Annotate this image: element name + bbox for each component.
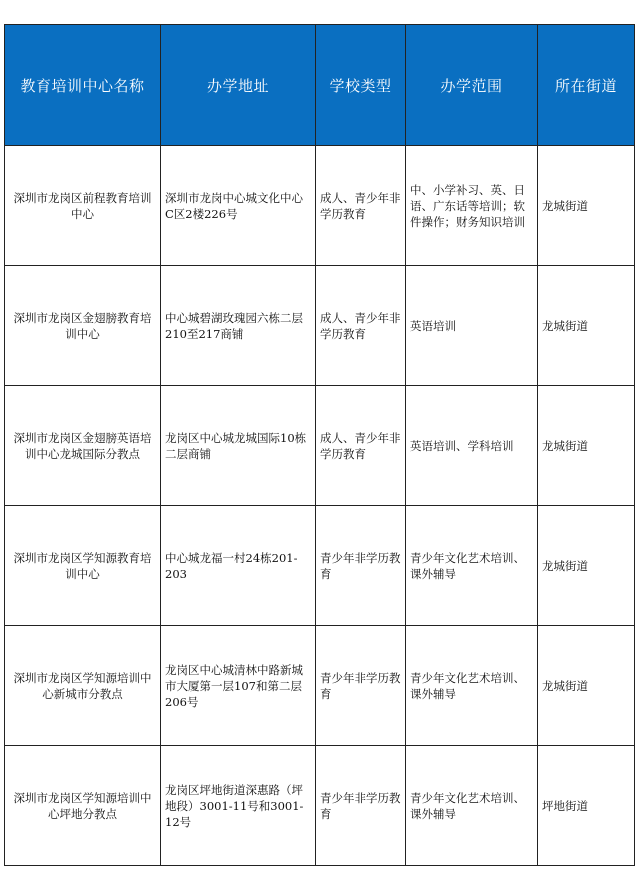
training-center-table	[4, 24, 635, 866]
cell-center-name: 深圳市龙岗区学知源教育培训中心	[5, 506, 161, 626]
cell-address: 中心城碧湖玫瑰园六栋二层210至217商铺	[161, 266, 316, 386]
cell-scope: 青少年文化艺术培训、课外辅导	[406, 506, 538, 626]
table-header-row	[5, 25, 635, 146]
cell-school-type: 成人、青少年非学历教育	[316, 146, 406, 266]
cell-scope: 青少年文化艺术培训、课外辅导	[406, 626, 538, 746]
cell-scope: 英语培训	[406, 266, 538, 386]
table-row	[5, 386, 635, 506]
cell-address: 龙岗区中心城清林中路新城市大厦第一层107和第二层206号	[161, 626, 316, 746]
cell-address: 龙岗区坪地街道深惠路（坪地段）3001-11号和3001-12号	[161, 746, 316, 866]
table-row	[5, 626, 635, 746]
cell-school-type: 成人、青少年非学历教育	[316, 386, 406, 506]
cell-street: 龙城街道	[538, 146, 635, 266]
header-address: 办学地址	[161, 25, 316, 146]
table-row	[5, 746, 635, 866]
cell-center-name: 深圳市龙岗区学知源培训中心新城市分教点	[5, 626, 161, 746]
cell-street: 龙城街道	[538, 266, 635, 386]
cell-street: 龙城街道	[538, 626, 635, 746]
cell-address: 深圳市龙岗中心城文化中心C区2楼226号	[161, 146, 316, 266]
cell-school-type: 成人、青少年非学历教育	[316, 266, 406, 386]
cell-address: 中心城龙福一村24栋201-203	[161, 506, 316, 626]
cell-center-name: 深圳市龙岗区前程教育培训中心	[5, 146, 161, 266]
training-center-table-wrapper	[4, 24, 634, 866]
cell-school-type: 青少年非学历教育	[316, 626, 406, 746]
table-row	[5, 266, 635, 386]
cell-school-type: 青少年非学历教育	[316, 506, 406, 626]
header-school-type: 学校类型	[316, 25, 406, 146]
cell-school-type: 青少年非学历教育	[316, 746, 406, 866]
cell-center-name: 深圳市龙岗区金翅膀教育培训中心	[5, 266, 161, 386]
cell-center-name: 深圳市龙岗区学知源培训中心坪地分教点	[5, 746, 161, 866]
cell-street: 龙城街道	[538, 506, 635, 626]
table-row	[5, 506, 635, 626]
cell-center-name: 深圳市龙岗区金翅膀英语培训中心龙城国际分教点	[5, 386, 161, 506]
cell-scope: 英语培训、学科培训	[406, 386, 538, 506]
cell-address: 龙岗区中心城龙城国际10栋二层商铺	[161, 386, 316, 506]
header-center-name: 教育培训中心名称	[5, 25, 161, 146]
cell-scope: 中、小学补习、英、日语、广东话等培训；软件操作；财务知识培训	[406, 146, 538, 266]
cell-street: 龙城街道	[538, 386, 635, 506]
table-row	[5, 146, 635, 266]
header-street: 所在街道	[538, 25, 635, 146]
cell-street: 坪地街道	[538, 746, 635, 866]
cell-scope: 青少年文化艺术培训、课外辅导	[406, 746, 538, 866]
header-scope: 办学范围	[406, 25, 538, 146]
